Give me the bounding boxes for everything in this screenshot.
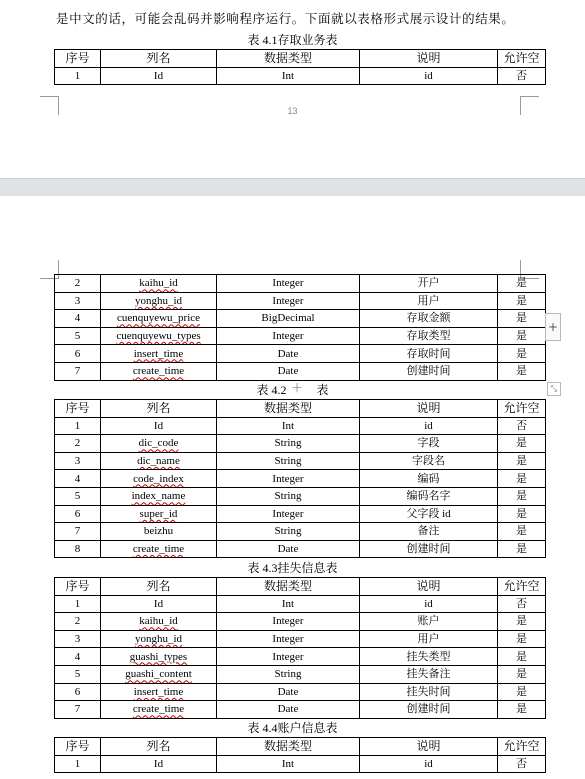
column-header: 允许空	[498, 50, 546, 68]
table-row	[55, 630, 546, 648]
table-row	[55, 665, 546, 683]
table-cell: 字段名	[360, 452, 498, 470]
cell-text: yonghu_id	[134, 294, 183, 307]
cell-text: dic_name	[137, 455, 180, 468]
table-cell: 父字段 id	[360, 505, 498, 523]
table-cell: 6	[55, 345, 101, 363]
cell-text: code_index	[133, 472, 184, 485]
table-cell: Integer	[217, 613, 360, 631]
table-cell: 否	[498, 755, 546, 773]
table-cell	[101, 613, 217, 631]
table-row	[55, 67, 546, 85]
table-cell: String	[217, 665, 360, 683]
table-cell: String	[217, 523, 360, 541]
table-cell: 4	[55, 310, 101, 328]
intro-paragraph: 是中文的话，可能会乱码并影响程序运行。下面就以表格形式展示设计的结果。	[56, 12, 515, 26]
table-cell: Integer	[217, 648, 360, 666]
table-cell: 账户	[360, 613, 498, 631]
table-cell: 5	[55, 665, 101, 683]
cell-text: cuenquyewu_price	[116, 312, 201, 325]
table-cell	[101, 452, 217, 470]
table-cell	[101, 505, 217, 523]
table-row	[55, 362, 546, 380]
column-header: 数据类型	[217, 400, 360, 418]
table-cell: Id	[101, 595, 217, 613]
table-row	[55, 345, 546, 363]
table-cell: 2	[55, 613, 101, 631]
table-cell: id	[360, 67, 498, 85]
table-cell: 7	[55, 523, 101, 541]
column-header: 数据类型	[217, 50, 360, 68]
table-cell: 用户	[360, 630, 498, 648]
table-cell	[101, 292, 217, 310]
column-header: 序号	[55, 578, 101, 596]
column-header: 序号	[55, 50, 101, 68]
table-cell: 7	[55, 362, 101, 380]
table-row	[55, 470, 546, 488]
table-cell: Id	[101, 417, 217, 435]
column-header: 说明	[360, 400, 498, 418]
table-row	[55, 648, 546, 666]
table-cell: 编码名字	[360, 487, 498, 505]
column-header: 序号	[55, 400, 101, 418]
table-cell: 存取时间	[360, 345, 498, 363]
table-cell	[101, 630, 217, 648]
table-resize-icon[interactable]: ⤡	[547, 382, 561, 396]
cell-text: insert_time	[133, 685, 184, 698]
table-cell: 4	[55, 648, 101, 666]
table-cell: 是	[498, 648, 546, 666]
table-row	[55, 452, 546, 470]
table-cell: id	[360, 417, 498, 435]
column-header: 数据类型	[217, 578, 360, 596]
table-cell: 编码	[360, 470, 498, 488]
table-cell	[101, 540, 217, 558]
table-row	[55, 310, 546, 328]
table-cell: Integer	[217, 630, 360, 648]
table-row	[55, 613, 546, 631]
column-header: 说明	[360, 738, 498, 756]
cell-text: create_time	[132, 365, 185, 378]
table-cell: 是	[498, 487, 546, 505]
table-cell: Date	[217, 683, 360, 701]
table-cell: 6	[55, 683, 101, 701]
table-cell: 是	[498, 630, 546, 648]
table-cell: 是	[498, 613, 546, 631]
column-header: 列名	[101, 50, 217, 68]
table-cell: 存取金额	[360, 310, 498, 328]
table-row	[55, 701, 546, 719]
table-4-3	[54, 577, 546, 719]
table-cell: 5	[55, 327, 101, 345]
table-cell: 8	[55, 540, 101, 558]
column-header: 列名	[101, 400, 217, 418]
table-cell: 是	[498, 362, 546, 380]
column-header: 说明	[360, 50, 498, 68]
table-cell: 2	[55, 435, 101, 453]
table-cell: Integer	[217, 505, 360, 523]
cell-text: insert_time	[133, 347, 184, 360]
table-cell: 创建时间	[360, 701, 498, 719]
table-row	[55, 595, 546, 613]
table-cell: 挂失类型	[360, 648, 498, 666]
column-header: 列名	[101, 578, 217, 596]
table-cell: id	[360, 755, 498, 773]
table-cell	[101, 683, 217, 701]
table-row	[55, 487, 546, 505]
table-cell: 用户	[360, 292, 498, 310]
cell-text: index_name	[131, 490, 186, 503]
table-cell: Int	[217, 755, 360, 773]
table-cell: 是	[498, 505, 546, 523]
table-cell: 挂失时间	[360, 683, 498, 701]
table-cell: Int	[217, 67, 360, 85]
table-header-row	[55, 400, 546, 418]
table-cell: 4	[55, 470, 101, 488]
cell-text: super_id	[139, 507, 178, 520]
table-row	[55, 327, 546, 345]
table-cell	[101, 310, 217, 328]
add-row-plus-icon[interactable]: +	[545, 313, 561, 341]
table-cell: 3	[55, 452, 101, 470]
column-header: 序号	[55, 738, 101, 756]
table-row	[55, 523, 546, 541]
table-cell: 是	[498, 540, 546, 558]
table-cell: 存取类型	[360, 327, 498, 345]
table-cell: 是	[498, 435, 546, 453]
table-cell: Date	[217, 540, 360, 558]
table-row	[55, 292, 546, 310]
table-cell: Int	[217, 595, 360, 613]
table-insert-plus-icon[interactable]: ＋	[286, 381, 308, 395]
table-cell: 是	[498, 310, 546, 328]
column-header: 数据类型	[217, 738, 360, 756]
table-cell: Date	[217, 701, 360, 719]
table-cell: 创建时间	[360, 540, 498, 558]
table-cell: 是	[498, 665, 546, 683]
table-cell: 1	[55, 595, 101, 613]
table-cell	[101, 487, 217, 505]
table-cell	[101, 435, 217, 453]
table-cell: Id	[101, 67, 217, 85]
table-row	[55, 505, 546, 523]
table-cell: Date	[217, 345, 360, 363]
table-cell	[101, 470, 217, 488]
table-cell: 是	[498, 701, 546, 719]
table-cell: 是	[498, 275, 546, 293]
table-cell: 否	[498, 417, 546, 435]
table-cell: 创建时间	[360, 362, 498, 380]
table-cell: 1	[55, 755, 101, 773]
table-cell	[101, 362, 217, 380]
table-cell: 是	[498, 452, 546, 470]
table-cell: 否	[498, 67, 546, 85]
table-cell: Integer	[217, 275, 360, 293]
table-cell: 是	[498, 470, 546, 488]
table-cell: String	[217, 487, 360, 505]
table-cell: 3	[55, 292, 101, 310]
table-cell: 备注	[360, 523, 498, 541]
table-cell: 是	[498, 683, 546, 701]
table-cell: 1	[55, 67, 101, 85]
table-cell	[101, 701, 217, 719]
table-cell: 是	[498, 327, 546, 345]
table-header-row	[55, 578, 546, 596]
table-caption-4-1: 表 4.1存取业务表	[247, 33, 338, 47]
table-cell: 否	[498, 595, 546, 613]
page-number: 13	[287, 106, 298, 116]
table-caption-4-2: 表 4.2 表	[256, 383, 329, 397]
cell-text: guashi_content	[125, 668, 192, 681]
table-caption-4-3: 表 4.3挂失信息表	[247, 561, 338, 575]
table-cell: Integer	[217, 470, 360, 488]
cell-text: create_time	[132, 543, 185, 556]
column-header: 允许空	[498, 578, 546, 596]
table-row	[55, 275, 546, 293]
cell-text: cuenquyewu_types	[116, 330, 201, 343]
table-cell: 7	[55, 701, 101, 719]
table-row	[55, 540, 546, 558]
table-cell	[101, 345, 217, 363]
column-header: 允许空	[498, 738, 546, 756]
table-cell	[101, 275, 217, 293]
cell-text: yonghu_id	[134, 633, 183, 646]
table-cell: 3	[55, 630, 101, 648]
table-cell: 开户	[360, 275, 498, 293]
table-cell: 字段	[360, 435, 498, 453]
table-cell: String	[217, 452, 360, 470]
table-cell	[101, 327, 217, 345]
table-cell: Int	[217, 417, 360, 435]
cell-text: dic_code	[138, 437, 179, 450]
document-page-top	[0, 0, 585, 178]
column-header: 说明	[360, 578, 498, 596]
column-header: 列名	[101, 738, 217, 756]
column-header: 允许空	[498, 400, 546, 418]
table-4-1	[54, 49, 546, 85]
table-row	[55, 435, 546, 453]
table-header-row	[55, 738, 546, 756]
table-cell: id	[360, 595, 498, 613]
table-cell: 是	[498, 523, 546, 541]
cell-text: guashi_types	[129, 650, 188, 663]
table-row	[55, 417, 546, 435]
table-cell: 5	[55, 487, 101, 505]
table-4-2	[54, 399, 546, 558]
table-cell: 6	[55, 505, 101, 523]
table-cell: 1	[55, 417, 101, 435]
table-header-row	[55, 50, 546, 68]
cell-text: create_time	[132, 703, 185, 716]
table-cell: beizhu	[101, 523, 217, 541]
table-cell: Id	[101, 755, 217, 773]
table-cell: Integer	[217, 327, 360, 345]
table-cell	[101, 648, 217, 666]
table-caption-4-4: 表 4.4账户信息表	[247, 721, 338, 735]
table-row	[55, 755, 546, 773]
table-cell: Date	[217, 362, 360, 380]
table-cell	[101, 665, 217, 683]
page-separator	[0, 178, 585, 197]
cell-text: kaihu_id	[139, 615, 178, 628]
cell-text: kaihu_id	[139, 277, 178, 290]
table-cell: 是	[498, 292, 546, 310]
table-cell: Integer	[217, 292, 360, 310]
table-4-4	[54, 737, 546, 773]
table-row	[55, 683, 546, 701]
table-cell: 是	[498, 345, 546, 363]
table-cell: 2	[55, 275, 101, 293]
table-cell: BigDecimal	[217, 310, 360, 328]
table-cell: String	[217, 435, 360, 453]
table-4-1-continued	[54, 274, 546, 381]
table-cell: 挂失备注	[360, 665, 498, 683]
